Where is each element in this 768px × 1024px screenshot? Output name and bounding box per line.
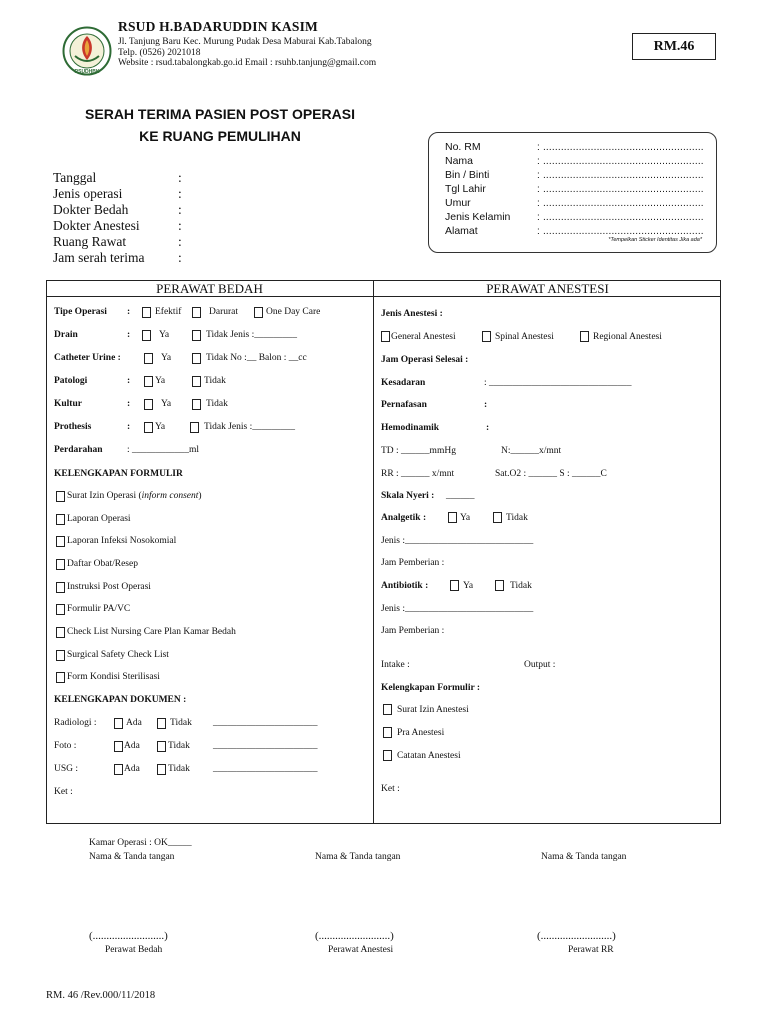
logo-text: RSUDHBK xyxy=(74,69,100,75)
prothesis-label: Prothesis xyxy=(54,422,92,432)
instruksi-post-operasi-checkbox[interactable] xyxy=(56,582,65,593)
ket-left-label: Ket : xyxy=(54,787,73,797)
one-day-care-label: One Day Care xyxy=(266,307,321,317)
hemodinamik-label: Hemodinamik xyxy=(381,423,440,433)
one-day-care-checkbox[interactable] xyxy=(254,307,263,318)
analgetik-label: Analgetik : xyxy=(381,513,427,523)
colon: : xyxy=(127,399,131,409)
analgetik-ya-label: Ya xyxy=(460,513,471,523)
table-column-divider xyxy=(373,280,374,824)
hospital-name: RSUD H.BADARUDDIN KASIM xyxy=(118,19,318,34)
info-label-tanggal: Tanggal xyxy=(53,170,97,185)
usg-ada-checkbox[interactable] xyxy=(114,764,123,775)
patient-row-bin-binti xyxy=(445,169,704,181)
kelengkapan-formulir-heading: KELENGKAPAN FORMULIR xyxy=(54,469,183,479)
catheter-ya-checkbox[interactable] xyxy=(144,353,153,364)
intake-label: Intake : xyxy=(381,660,410,670)
radiologi-ada-label: Ada xyxy=(126,718,142,728)
perdarahan-field[interactable]: : ____________ml xyxy=(127,445,200,455)
form-title-line1: SERAH TERIMA PASIEN POST OPERASI xyxy=(85,106,355,122)
surat-izin-operasi-checkbox[interactable] xyxy=(56,491,65,502)
foto-notes-field[interactable]: ______________________ xyxy=(213,741,318,751)
antibiotik-jenis-field[interactable]: Jenis :___________________________ xyxy=(381,604,534,614)
antibiotik-tidak-checkbox[interactable] xyxy=(495,580,504,591)
antibiotik-ya-label: Ya xyxy=(463,581,474,591)
daftar-obat-label: Daftar Obat/Resep xyxy=(67,559,138,569)
patient-field[interactable]: : ...................................................... xyxy=(537,198,704,209)
surat-izin-operasi-label: Surat Izin Operasi (inform consent) xyxy=(67,491,202,501)
patient-field[interactable]: : ...................................................... xyxy=(537,156,704,167)
patologi-tidak-label: Tidak xyxy=(204,376,226,386)
darurat-label: Darurat xyxy=(209,307,239,317)
catheter-urine-label: Catheter Urine : xyxy=(54,353,121,363)
laporan-infeksi-checkbox[interactable] xyxy=(56,536,65,547)
darurat-checkbox[interactable] xyxy=(192,307,201,318)
info-label-dokter-bedah: Dokter Bedah xyxy=(53,202,129,217)
efektif-label: Efektif xyxy=(155,307,182,317)
antibiotik-jam-pemberian: Jam Pemberian : xyxy=(381,626,445,636)
catatan-anestesi-checkbox[interactable] xyxy=(383,750,392,761)
kultur-tidak-label: Tidak xyxy=(206,399,228,409)
colon: : xyxy=(486,423,490,433)
ket-right-label: Ket : xyxy=(381,784,400,794)
pra-anestesi-label: Pra Anestesi xyxy=(397,728,445,738)
colon: : xyxy=(484,400,488,410)
antibiotik-ya-checkbox[interactable] xyxy=(450,580,459,591)
jenis-anestesi-label: Jenis Anestesi : xyxy=(381,309,443,319)
info-label-ruang-rawat: Ruang Rawat xyxy=(53,234,127,249)
radiologi-tidak-checkbox[interactable] xyxy=(157,718,166,729)
catatan-anestesi-label: Catatan Anestesi xyxy=(397,751,461,761)
patologi-ya-checkbox[interactable] xyxy=(144,376,153,387)
radiologi-tidak-label: Tidak xyxy=(170,718,192,728)
info-colon: : xyxy=(178,250,182,265)
nursing-care-plan-checkbox[interactable] xyxy=(56,627,65,638)
catheter-tidak-no-balon: Tidak No :__ Balon : __cc xyxy=(206,353,307,363)
signature-line-anestesi[interactable]: (..........................) xyxy=(315,930,394,942)
td-field[interactable]: TD : ______mmHg xyxy=(381,446,456,456)
drain-tidak-checkbox[interactable] xyxy=(192,330,201,341)
patologi-tidak-checkbox[interactable] xyxy=(192,376,201,387)
instruksi-post-operasi-label: Instruksi Post Operasi xyxy=(67,582,151,592)
role-perawat-bedah: Perawat Bedah xyxy=(105,945,163,955)
perdarahan-label: Perdarahan xyxy=(54,445,103,455)
kesadaran-label: Kesadaran xyxy=(381,378,426,388)
usg-ada-label: Ada xyxy=(124,764,140,774)
nadi-field[interactable]: N:______x/mnt xyxy=(501,446,562,456)
colon: : xyxy=(127,307,131,317)
signature-line-rr[interactable]: (..........................) xyxy=(537,930,616,942)
laporan-operasi-checkbox[interactable] xyxy=(56,514,65,525)
analgetik-tidak-label: Tidak xyxy=(506,513,528,523)
catheter-ya-label: Ya xyxy=(161,353,172,363)
form-code-box xyxy=(632,33,716,60)
formulir-pa-vc-checkbox[interactable] xyxy=(56,604,65,615)
rr-field[interactable]: RR : ______ x/mnt xyxy=(381,469,455,479)
usg-tidak-label: Tidak xyxy=(168,764,190,774)
kultur-label: Kultur xyxy=(54,399,82,409)
analgetik-tidak-checkbox[interactable] xyxy=(493,512,502,523)
patologi-ya-label: Ya xyxy=(155,376,166,386)
patologi-label: Patologi xyxy=(54,376,88,386)
radiologi-ada-checkbox[interactable] xyxy=(114,718,123,729)
spinal-anestesi-label: Spinal Anestesi xyxy=(495,332,554,342)
sat-suhu-field[interactable]: Sat.O2 : ______ S : ______C xyxy=(495,469,607,479)
surgical-safety-checkbox[interactable] xyxy=(56,650,65,661)
laporan-infeksi-label: Laporan Infeksi Nosokomial xyxy=(67,536,177,546)
sign-label-anestesi: Nama & Tanda tangan xyxy=(315,852,401,862)
catheter-tidak-checkbox[interactable] xyxy=(192,353,201,364)
skala-nyeri-field[interactable]: ______ xyxy=(446,491,475,501)
kultur-ya-label: Ya xyxy=(161,399,172,409)
colon: : xyxy=(127,376,131,386)
foto-tidak-checkbox[interactable] xyxy=(157,741,166,752)
patient-field[interactable]: : ...................................................... xyxy=(537,212,704,223)
hospital-website: Website : rsud.tabalongkab.go.id Email : rsuhb.tanjung@gmail.com xyxy=(118,58,377,68)
kamar-operasi-field[interactable]: Kamar Operasi : OK_____ xyxy=(89,838,192,848)
sticker-note: *Tempelkan Sticker Identitas Jika ada* xyxy=(608,237,702,243)
kultur-tidak-checkbox[interactable] xyxy=(192,399,201,410)
info-label-jam-serah-terima: Jam serah terima xyxy=(53,250,145,265)
usg-notes-field[interactable]: ______________________ xyxy=(213,764,318,774)
info-colon: : xyxy=(178,234,182,249)
info-colon: : xyxy=(178,186,182,201)
regional-anestesi-label: Regional Anestesi xyxy=(593,332,662,342)
usg-label: USG : xyxy=(54,764,79,774)
patient-row-jenis-kelamin xyxy=(445,211,704,223)
patient-label: Nama xyxy=(445,155,474,167)
column-heading-perawat-anestesi: PERAWAT ANESTESI xyxy=(486,281,609,296)
info-label-jenis-operasi: Jenis operasi xyxy=(53,186,123,201)
skala-nyeri-label: Skala Nyeri : xyxy=(381,491,435,501)
patient-identity-box xyxy=(428,132,717,253)
jam-operasi-selesai-label: Jam Operasi Selesai : xyxy=(381,355,469,365)
general-anestesi-label: General Anestesi xyxy=(391,332,456,342)
signature-line-bedah[interactable]: (..........................) xyxy=(89,930,168,942)
colon: : xyxy=(127,330,131,340)
daftar-obat-checkbox[interactable] xyxy=(56,559,65,570)
patient-label: Umur xyxy=(445,197,471,209)
analgetik-jenis-field[interactable]: Jenis :___________________________ xyxy=(381,536,534,546)
patient-field[interactable]: : ...................................................... xyxy=(537,170,704,181)
info-colon: : xyxy=(178,218,182,233)
patient-row-umur xyxy=(445,197,704,209)
colon: : xyxy=(127,422,131,432)
drain-ya-checkbox[interactable] xyxy=(142,330,151,341)
kelengkapan-formulir-anestesi-heading: Kelengkapan Formulir : xyxy=(381,683,481,693)
drain-ya-label: Ya xyxy=(159,330,170,340)
tipe-operasi-label: Tipe Operasi xyxy=(54,307,107,317)
antibiotik-tidak-label: Tidak xyxy=(510,581,532,591)
form-revision: RM. 46 /Rev.000/11/2018 xyxy=(46,990,156,1001)
hospital-phone: Telp. (0526) 2021018 xyxy=(118,48,201,58)
patient-label: Bin / Binti xyxy=(445,169,490,181)
role-perawat-anestesi: Perawat Anestesi xyxy=(328,945,394,955)
nursing-care-plan-label: Check List Nursing Care Plan Kamar Bedah xyxy=(67,627,236,637)
patient-field[interactable]: : ...................................................... xyxy=(537,184,704,195)
surat-izin-anestesi-checkbox[interactable] xyxy=(383,704,392,715)
patient-row-alamat xyxy=(445,225,704,237)
kesadaran-field[interactable]: : ______________________________ xyxy=(484,378,632,388)
form-sterilisasi-checkbox[interactable] xyxy=(56,672,65,683)
patient-label: No. RM xyxy=(445,141,481,153)
radiologi-notes-field[interactable]: ______________________ xyxy=(213,718,318,728)
analgetik-ya-checkbox[interactable] xyxy=(448,512,457,523)
patient-field[interactable]: : ...................................................... xyxy=(537,226,704,237)
patient-label: Tgl Lahir xyxy=(445,183,486,195)
hospital-logo xyxy=(62,26,112,76)
output-label: Output : xyxy=(524,660,556,670)
info-colon: : xyxy=(178,170,182,185)
foto-tidak-label: Tidak xyxy=(168,741,190,751)
patient-field[interactable]: : ...................................................... xyxy=(537,142,704,153)
pernafasan-label: Pernafasan xyxy=(381,400,427,410)
surgical-safety-label: Surgical Safety Check List xyxy=(67,650,169,660)
sign-label-rr: Nama & Tanda tangan xyxy=(541,852,627,862)
prothesis-tidak-checkbox[interactable] xyxy=(190,422,199,433)
analgetik-jam-pemberian: Jam Pemberian : xyxy=(381,558,445,568)
drain-tidak-jenis: Tidak Jenis :_________ xyxy=(206,330,297,340)
kelengkapan-dokumen-heading: KELENGKAPAN DOKUMEN : xyxy=(54,695,187,705)
form-sterilisasi-label: Form Kondisi Sterilisasi xyxy=(67,672,160,682)
hospital-address: Jl. Tanjung Baru Kec. Murung Pudak Desa Maburai Kab.Tabalong xyxy=(118,37,372,47)
prothesis-tidak-jenis: Tidak Jenis :_________ xyxy=(204,422,295,432)
role-perawat-rr: Perawat RR xyxy=(568,945,614,955)
patient-row-no-rm xyxy=(445,141,704,153)
column-heading-perawat-bedah: PERAWAT BEDAH xyxy=(156,281,263,296)
info-label-dokter-anestesi: Dokter Anestesi xyxy=(53,218,140,233)
drain-label: Drain xyxy=(54,330,78,340)
prothesis-ya-label: Ya xyxy=(155,422,166,432)
patient-row-tgl-lahir xyxy=(445,183,704,195)
radiologi-label: Radiologi : xyxy=(54,718,97,728)
efektif-checkbox[interactable] xyxy=(142,307,151,318)
sign-label-bedah: Nama & Tanda tangan xyxy=(89,852,175,862)
formulir-pa-vc-label: Formulir PA/VC xyxy=(67,604,131,614)
regional-anestesi-checkbox[interactable] xyxy=(580,331,589,342)
patient-row-nama xyxy=(445,155,704,167)
general-anestesi-checkbox[interactable] xyxy=(381,331,390,342)
surat-izin-anestesi-label: Surat Izin Anestesi xyxy=(397,705,469,715)
usg-tidak-checkbox[interactable] xyxy=(157,764,166,775)
info-colon: : xyxy=(178,202,182,217)
foto-ada-label: Ada xyxy=(124,741,140,751)
foto-ada-checkbox[interactable] xyxy=(114,741,123,752)
form-title-line2: KE RUANG PEMULIHAN xyxy=(139,128,301,144)
form-code: RM.46 xyxy=(653,38,695,54)
patient-label: Alamat xyxy=(445,225,478,237)
prothesis-ya-checkbox[interactable] xyxy=(144,422,153,433)
kultur-ya-checkbox[interactable] xyxy=(144,399,153,410)
laporan-operasi-label: Laporan Operasi xyxy=(67,514,131,524)
pra-anestesi-checkbox[interactable] xyxy=(383,727,392,738)
patient-label: Jenis Kelamin xyxy=(445,211,511,223)
antibiotik-label: Antibiotik : xyxy=(381,581,429,591)
spinal-anestesi-checkbox[interactable] xyxy=(482,331,491,342)
foto-label: Foto : xyxy=(54,741,77,751)
